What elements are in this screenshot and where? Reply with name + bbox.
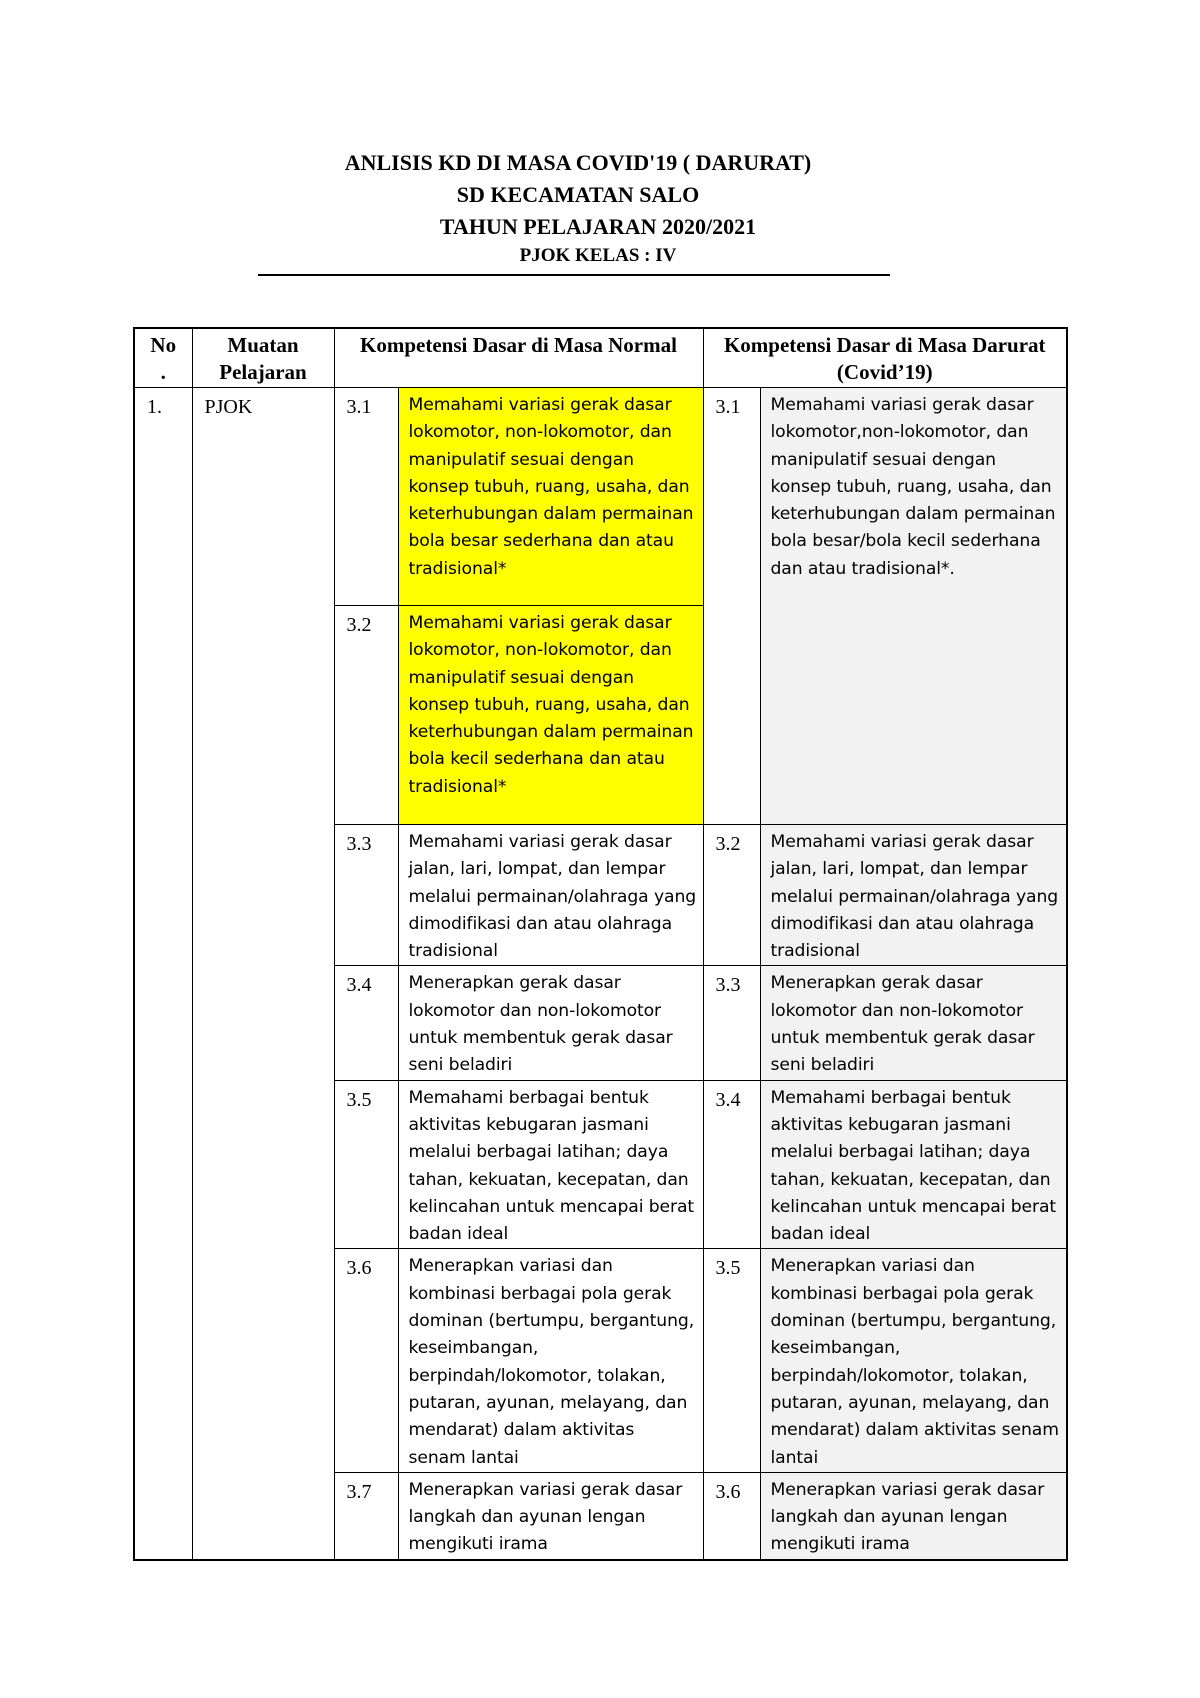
kd-table: [133, 327, 1068, 1561]
normal-code: 3.1: [334, 388, 398, 606]
darurat-kd-text: Menerapkan variasi gerak dasar langkah dan ayunan lengan mengikuti irama: [760, 1472, 1067, 1559]
header-muatan: Muatan Pelajaran: [192, 328, 334, 388]
darurat-code: 3.3: [703, 966, 760, 1080]
darurat-kd-text: Memahami variasi gerak dasar lokomotor,non-lokomotor, dan manipulatif sesuai dengan konsep tubuh, ruang, usaha, dan keterhubungan dalam permainan bola besar/bola kecil sederhana dan atau tradisional*.: [760, 388, 1067, 825]
darurat-code: 3.5: [703, 1249, 760, 1472]
table-row: [134, 388, 1067, 606]
normal-kd-text: Memahami berbagai bentuk aktivitas kebugaran jasmani melalui berbagai latihan; daya tahan, kekuatan, kecepatan, dan kelincahan untuk mencapai berat badan ideal: [398, 1080, 703, 1249]
darurat-code: 3.2: [703, 825, 760, 966]
darurat-kd-text: Menerapkan gerak dasar lokomotor dan non-lokomotor untuk membentuk gerak dasar seni beladiri: [760, 966, 1067, 1080]
row-number: 1.: [134, 388, 192, 1560]
darurat-kd-text: Menerapkan variasi dan kombinasi berbagai pola gerak dominan (bertumpu, bergantung, keseimbangan, berpindah/lokomotor, tolakan, putaran, ayunan, melayang, dan mendarat) dalam aktivitas senam lantai: [760, 1249, 1067, 1472]
title-line-4: PJOK KELAS : IV: [519, 245, 677, 266]
normal-code: 3.2: [334, 606, 398, 825]
normal-kd-text: Memahami variasi gerak dasar lokomotor, non-lokomotor, dan manipulatif sesuai dengan konsep tubuh, ruang, usaha, dan keterhubungan dalam permainan bola kecil sederhana dan atau tradisional*: [398, 606, 703, 825]
document-header: [258, 150, 898, 268]
normal-code: 3.4: [334, 966, 398, 1080]
normal-code: 3.7: [334, 1472, 398, 1559]
normal-kd-text: Memahami variasi gerak dasar jalan, lari, lompat, dan lempar melalui permainan/olahraga yang dimodifikasi dan atau olahraga tradisional: [398, 825, 703, 966]
darurat-kd-text: Memahami variasi gerak dasar jalan, lari, lompat, dan lempar melalui permainan/olahraga yang dimodifikasi dan atau olahraga tradisional: [760, 825, 1067, 966]
darurat-code: 3.6: [703, 1472, 760, 1559]
subject-cell: PJOK: [192, 388, 334, 1560]
normal-kd-text: Menerapkan gerak dasar lokomotor dan non-lokomotor untuk membentuk gerak dasar seni beladiri: [398, 966, 703, 1080]
header-kd-normal: Kompetensi Dasar di Masa Normal: [334, 328, 703, 388]
normal-kd-text: Memahami variasi gerak dasar lokomotor, non-lokomotor, dan manipulatif sesuai dengan konsep tubuh, ruang, usaha, dan keterhubungan dalam permainan bola besar sederhana dan atau tradisional*: [398, 388, 703, 606]
darurat-code: 3.4: [703, 1080, 760, 1249]
normal-code: 3.3: [334, 825, 398, 966]
normal-code: 3.6: [334, 1249, 398, 1472]
header-divider: [258, 274, 890, 276]
normal-kd-text: Menerapkan variasi gerak dasar langkah dan ayunan lengan mengikuti irama: [398, 1472, 703, 1559]
header-no: No .: [134, 328, 192, 388]
title-line-1: ANLISIS KD DI MASA COVID'19 ( DARURAT): [344, 150, 812, 175]
header-kd-darurat: Kompetensi Dasar di Masa Darurat (Covid’19): [703, 328, 1067, 388]
darurat-kd-text: Memahami berbagai bentuk aktivitas kebugaran jasmani melalui berbagai latihan; daya tahan, kekuatan, kecepatan, dan kelincahan untuk mencapai berat badan ideal: [760, 1080, 1067, 1249]
title-line-2: SD KECAMATAN SALO: [456, 182, 700, 207]
table-header-row: [134, 328, 1067, 388]
normal-code: 3.5: [334, 1080, 398, 1249]
darurat-code: 3.1: [703, 388, 760, 825]
title-line-3: TAHUN PELAJARAN 2020/2021: [439, 214, 757, 239]
normal-kd-text: Menerapkan variasi dan kombinasi berbagai pola gerak dominan (bertumpu, bergantung, keseimbangan, berpindah/lokomotor, tolakan, putaran, ayunan, melayang, dan mendarat) dalam aktivitas senam lantai: [398, 1249, 703, 1472]
